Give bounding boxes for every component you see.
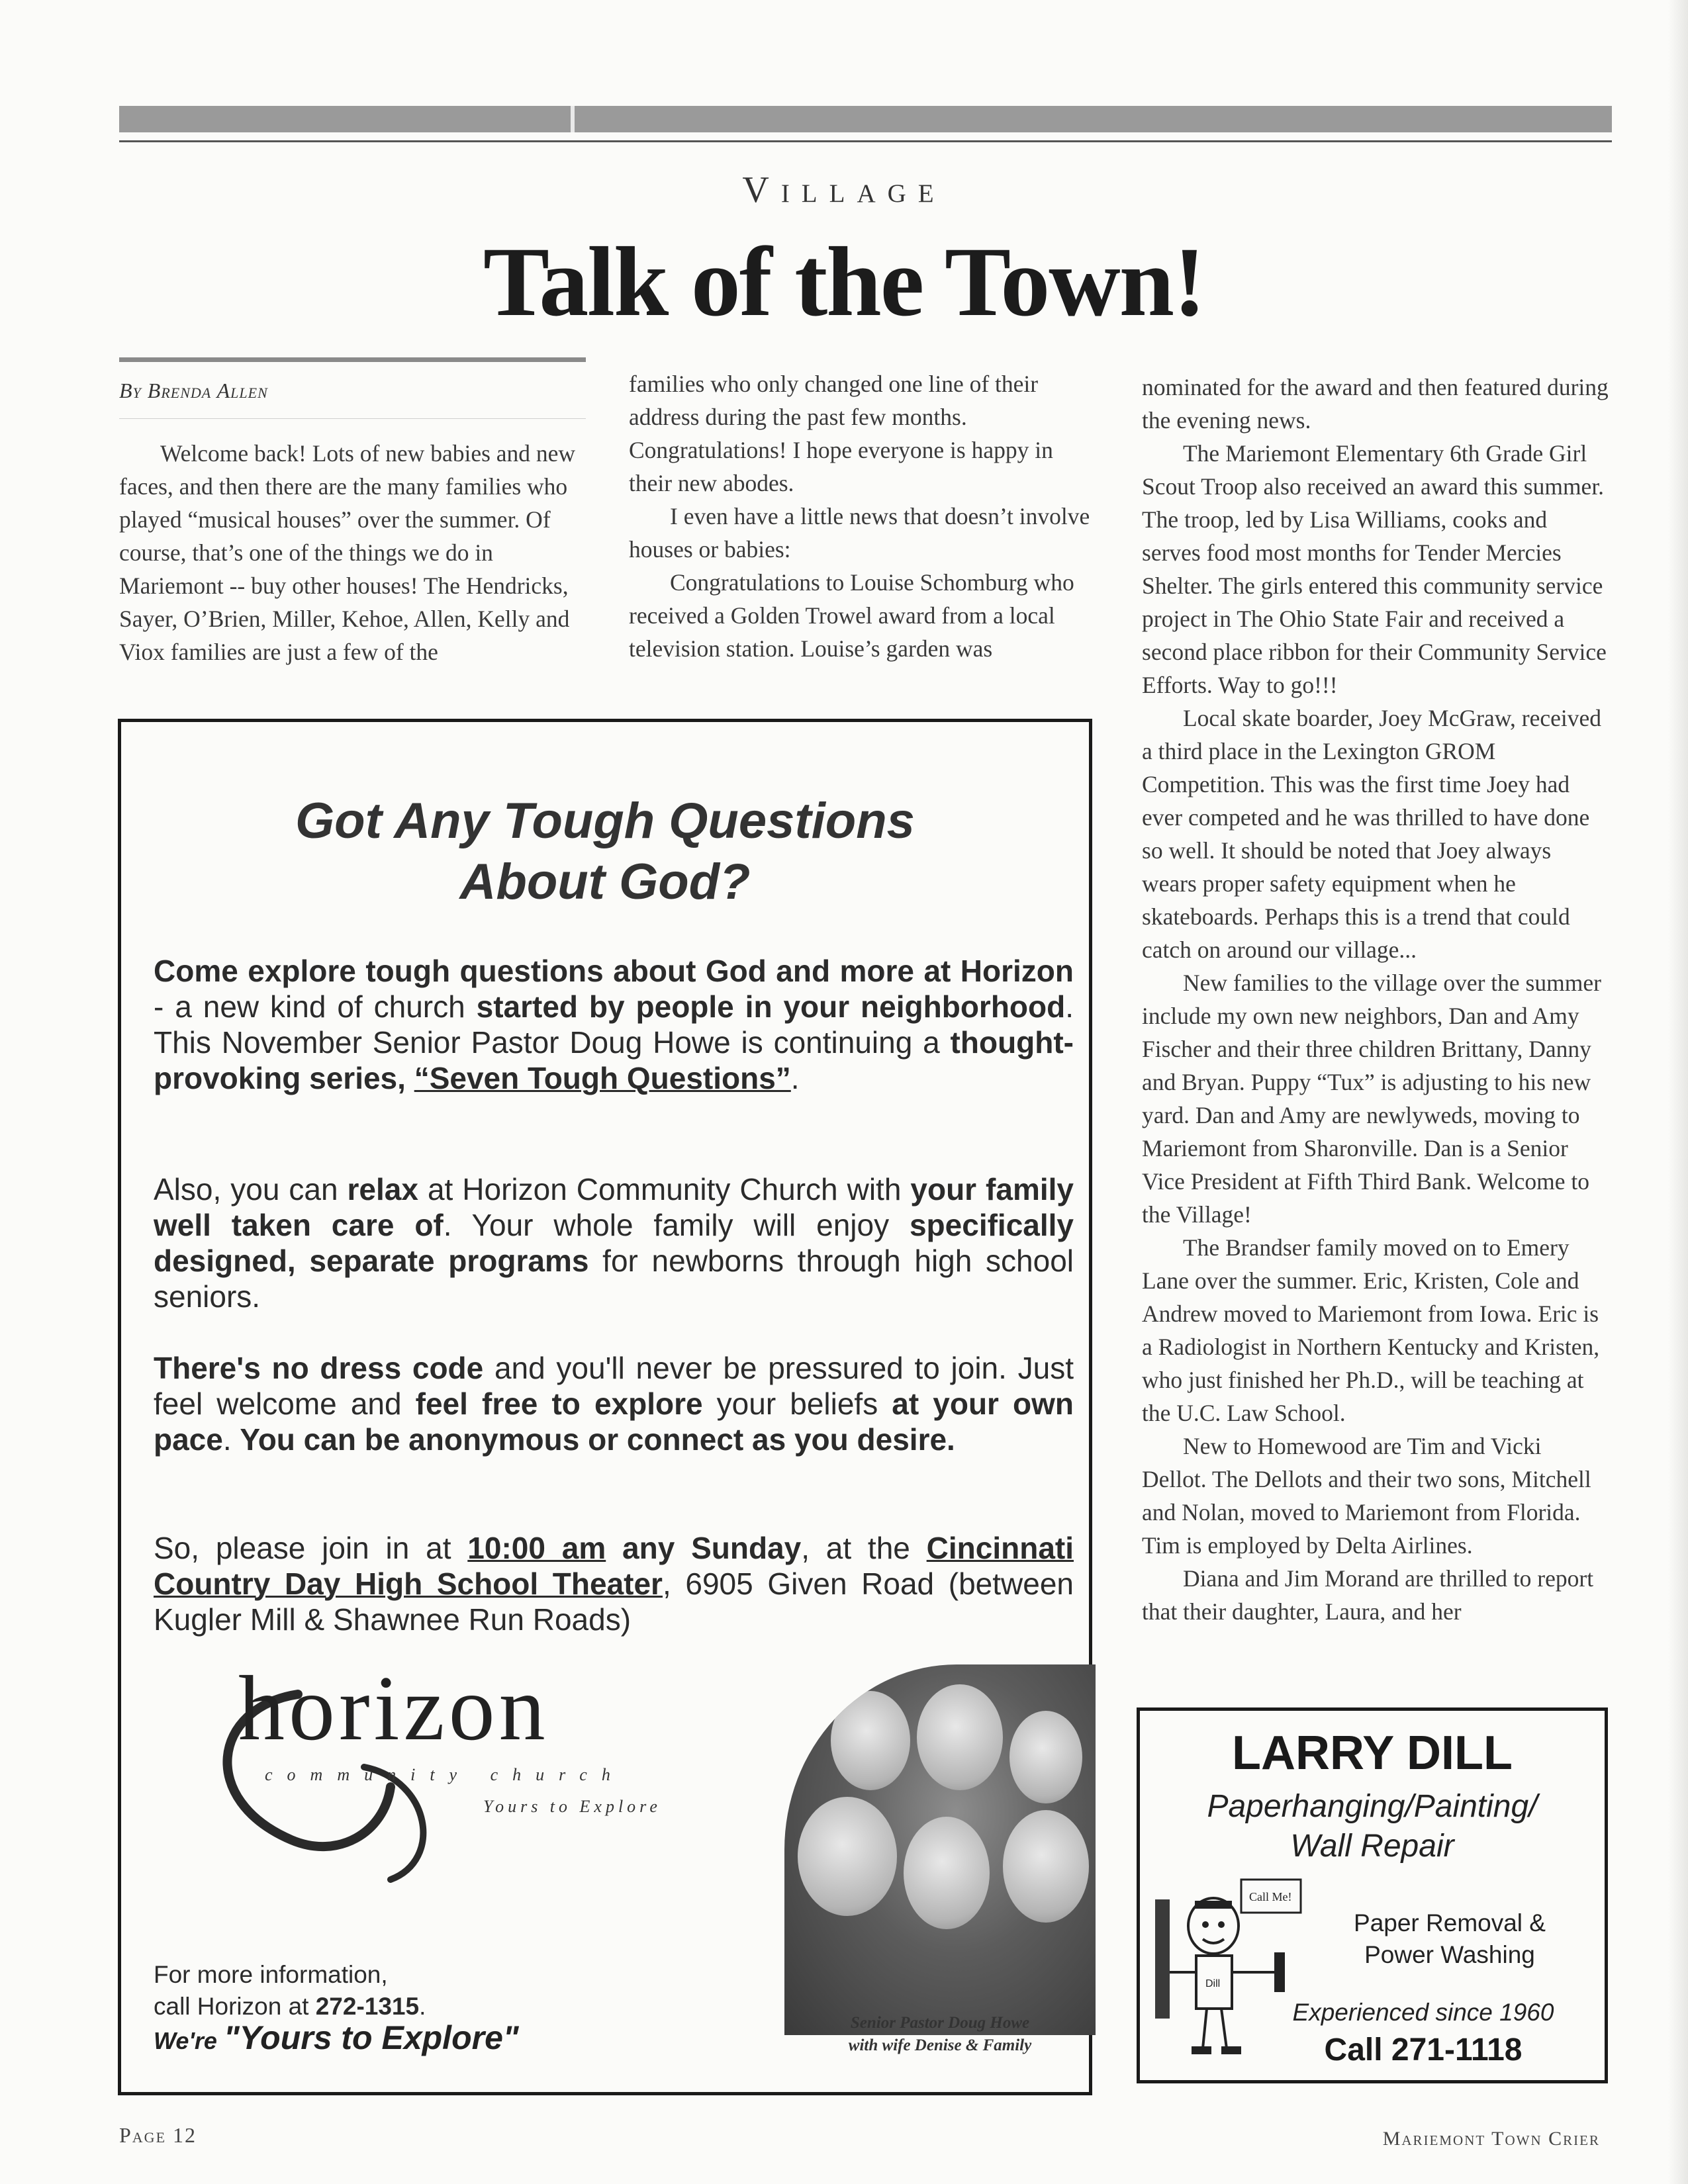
header-gray-bar [119, 106, 1612, 132]
larry-dill-name: LARRY DILL [1232, 1727, 1513, 1780]
article-paragraph: The Mariemont Elementary 6th Grade Girl Scout Troop also received an award this summer. The troop, led by Lisa Williams, cooks and serves food most months for Tender Mercies Shelter. The girls entered this community service project in The Ohio State Fair and received a second place ribbon for their Community Service Efforts. Way to go!!! [1142, 440, 1607, 698]
svg-text:Yours to Explore: Yours to Explore [483, 1797, 661, 1816]
horizon-ad-paragraph-3: There's no dress code and you'll never be pressured to join. Just feel welcome and feel free to explore your beliefs at your own pace. You can be anonymous or connect as you desire. [154, 1351, 1074, 1457]
article-paragraph: families who only changed one line of their address during the past few months. Congratulations! I hope everyone is happy in their new abodes. [629, 371, 1053, 496]
svg-text:community church: community church [265, 1765, 625, 1784]
article-paragraph: nominated for the award and then featured during the evening news. [1142, 374, 1609, 433]
byline: By Brenda Allen [119, 379, 268, 402]
article-paragraph: New families to the village over the summer include my own new neighbors, Dan and Amy Fischer and their three children Brittany, Danny and Bryan. Puppy “Tux” is adjusting to his new yard. Dan and Amy are newlyweds, moving to Mariemont from Sharonville. Dan is a Senior Vice President at Fifth Third Bank. Welcome to the Village! [1142, 970, 1601, 1228]
larry-dill-experience: Experienced since 1960 [1292, 1999, 1554, 2026]
article-column-3 [1142, 371, 1609, 1628]
horizon-ad-paragraph-4: So, please join in at 10:00 am any Sunday, at the Cincinnati Country Day High School Theater, 6905 Given Road (between Kugler Mill & Shawnee Run Roads) [154, 1531, 1074, 1637]
article-paragraph: Local skate boarder, Joey McGraw, received a third place in the Lexington GROM Competition. This was the first time Joey had ever competed and he was thrilled to have done so well. It should be noted that Joey always wears proper safety equipment when he skateboards. Perhaps this is a trend that could catch on around our village... [1142, 705, 1602, 963]
larry-dill-phone: Call 271-1118 [1324, 2032, 1523, 2068]
article-paragraph: Welcome back! Lots of new babies and new faces, and then there are the many families who played “musical houses” over the summer. Of course, that’s one of the things we do in Mariemont -- buy other houses! The Hendricks, Sayer, O’Brien, Miller, Kehoe, Allen, Kelly and Viox families are just a few of the [119, 440, 576, 665]
svg-text:horizon: horizon [238, 1668, 549, 1760]
article-paragraph: The Brandser family moved on to Emery Lane over the summer. Eric, Kristen, Cole and Andrew moved to Mariemont from Iowa. Eric is a Radiologist in Northern Kentucky and Kristen, who just finished her Ph.D., will be teaching at the U.C. Law School. [1142, 1234, 1600, 1426]
horizon-tagline: We're "Yours to Explore" [154, 2019, 519, 2056]
horizon-logo [199, 1668, 688, 1886]
horizon-phone: 272-1315 [315, 1993, 420, 2020]
header-bar-notch [571, 106, 575, 132]
byline-underline [119, 418, 586, 419]
article-paragraph: Diana and Jim Morand are thrilled to report that their daughter, Laura, and her [1142, 1565, 1594, 1625]
publication-name: Mariemont Town Crier [1382, 2128, 1600, 2150]
horizon-ad-paragraph-2: Also, you can relax at Horizon Community Church with your family well taken care of. Your whole family will enjoy specifically designed, separate programs for newborns through high school seniors. [154, 1172, 1074, 1314]
svg-text:Dill: Dill [1205, 1978, 1221, 1989]
page-number: Page 12 [119, 2123, 197, 2147]
horizon-ad-title: Got Any Tough Questions About God? [295, 793, 915, 910]
headline: Talk of the Town! [483, 227, 1205, 337]
horizon-logo-swoosh-icon [199, 1668, 688, 1886]
photo-caption: Senior Pastor Doug Howe with wife Denise & Family [848, 2014, 1032, 2054]
article-column-2 [629, 367, 1092, 665]
horizon-ad-paragraph-1: Come explore tough questions about God and more at Horizon - a new kind of church started by people in your neighborhood. This November Senior Pastor Doug Howe is continuing a thought-provoking series, “Seven Tough Questions”. [154, 954, 1074, 1095]
larry-dill-services: Paperhanging/Painting/ Wall Repair [1207, 1789, 1538, 1864]
byline-rule [119, 357, 586, 362]
svg-text:Call Me!: Call Me! [1249, 1890, 1292, 1903]
horizon-contact-info: For more information, call Horizon at 272-1315. [154, 1961, 426, 2020]
article-paragraph: Congratulations to Louise Schomburg who received a Golden Trowel award from a local television station. Louise’s garden was [629, 569, 1074, 662]
article-column-1 [119, 437, 586, 668]
article-paragraph: New to Homewood are Tim and Vicki Dellot. The Dellots and their two sons, Mitchell and Nolan, moved to Mariemont from Florida. Tim is employed by Delta Airlines. [1142, 1433, 1591, 1559]
article-paragraph: I even have a little news that doesn’t involve houses or babies: [629, 503, 1090, 563]
section-label: Village [742, 169, 946, 210]
header-rule [119, 140, 1612, 142]
larry-dill-paper-removal: Paper Removal & Power Washing [1354, 1909, 1546, 1968]
